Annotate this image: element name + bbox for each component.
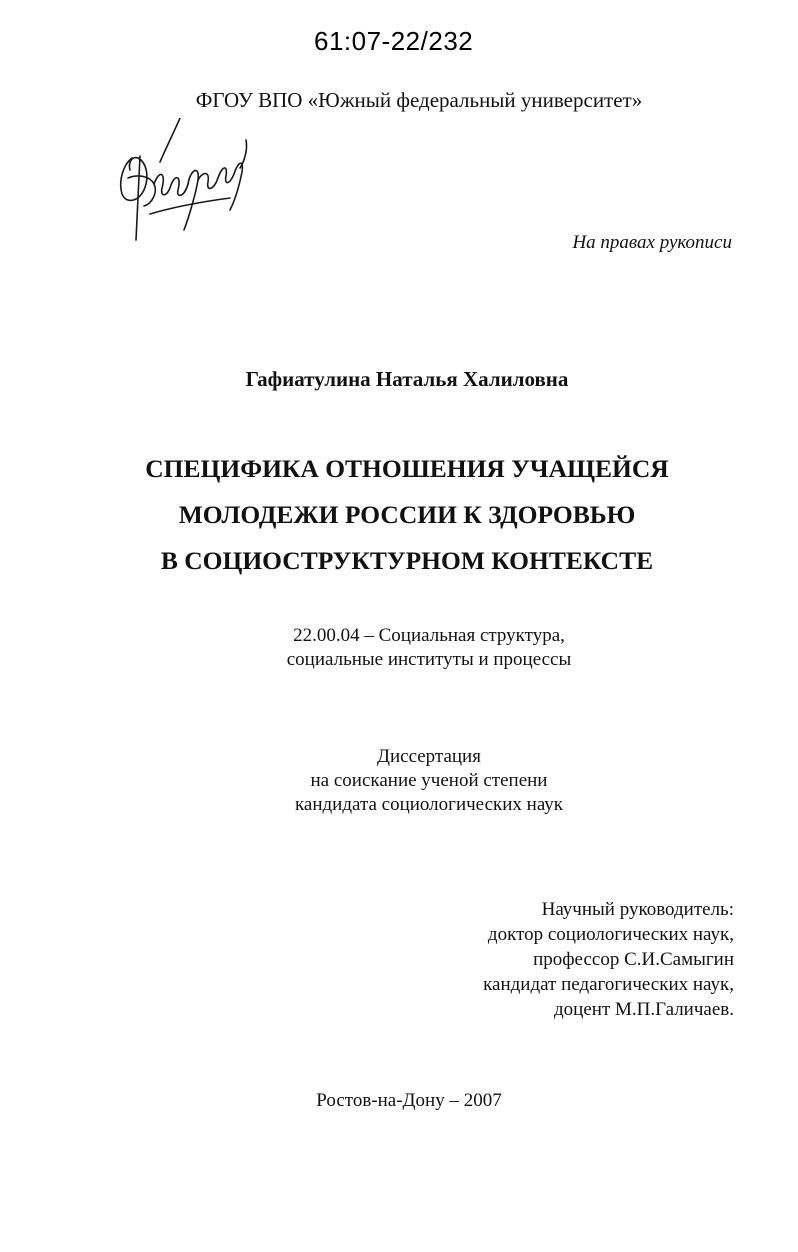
signature-icon: [110, 118, 255, 243]
catalog-number: 61:07-22/232: [314, 26, 474, 56]
dissertation-title: [0, 446, 798, 584]
supervisor-line: Научный руководитель:: [541, 899, 734, 920]
specialty-line: социальные институты и процессы: [286, 649, 572, 670]
supervisor-line: доктор социологических наук,: [487, 924, 734, 945]
supervisor-block: [483, 897, 734, 1022]
title-line: В СОЦИОСТРУКТУРНОМ КОНТЕКСТЕ: [160, 546, 654, 575]
city-year: Ростов-на-Дону – 2007: [316, 1090, 502, 1111]
supervisor-line: кандидат педагогических наук,: [483, 974, 734, 995]
degree-line: кандидата социологических наук: [294, 794, 564, 815]
author-name: Гафиатулина Наталья Халиловна: [245, 367, 569, 391]
manuscript-note: На правах рукописи: [572, 232, 732, 253]
degree-line: Диссертация: [377, 746, 481, 767]
supervisor-line: доцент М.П.Галичаев.: [553, 999, 734, 1020]
degree-line: на соискание ученой степени: [310, 770, 548, 791]
institution-name: ФГОУ ВПО «Южный федеральный университет»: [195, 88, 643, 112]
title-line: МОЛОДЕЖИ РОССИИ К ЗДОРОВЬЮ: [178, 500, 636, 529]
specialty-line: 22.00.04 – Социальная структура,: [293, 625, 565, 646]
title-line: СПЕЦИФИКА ОТНОШЕНИЯ УЧАЩЕЙСЯ: [145, 454, 669, 483]
degree-statement: [0, 745, 798, 817]
supervisor-line: профессор С.И.Самыгин: [533, 949, 734, 970]
specialty-code: [0, 624, 798, 672]
